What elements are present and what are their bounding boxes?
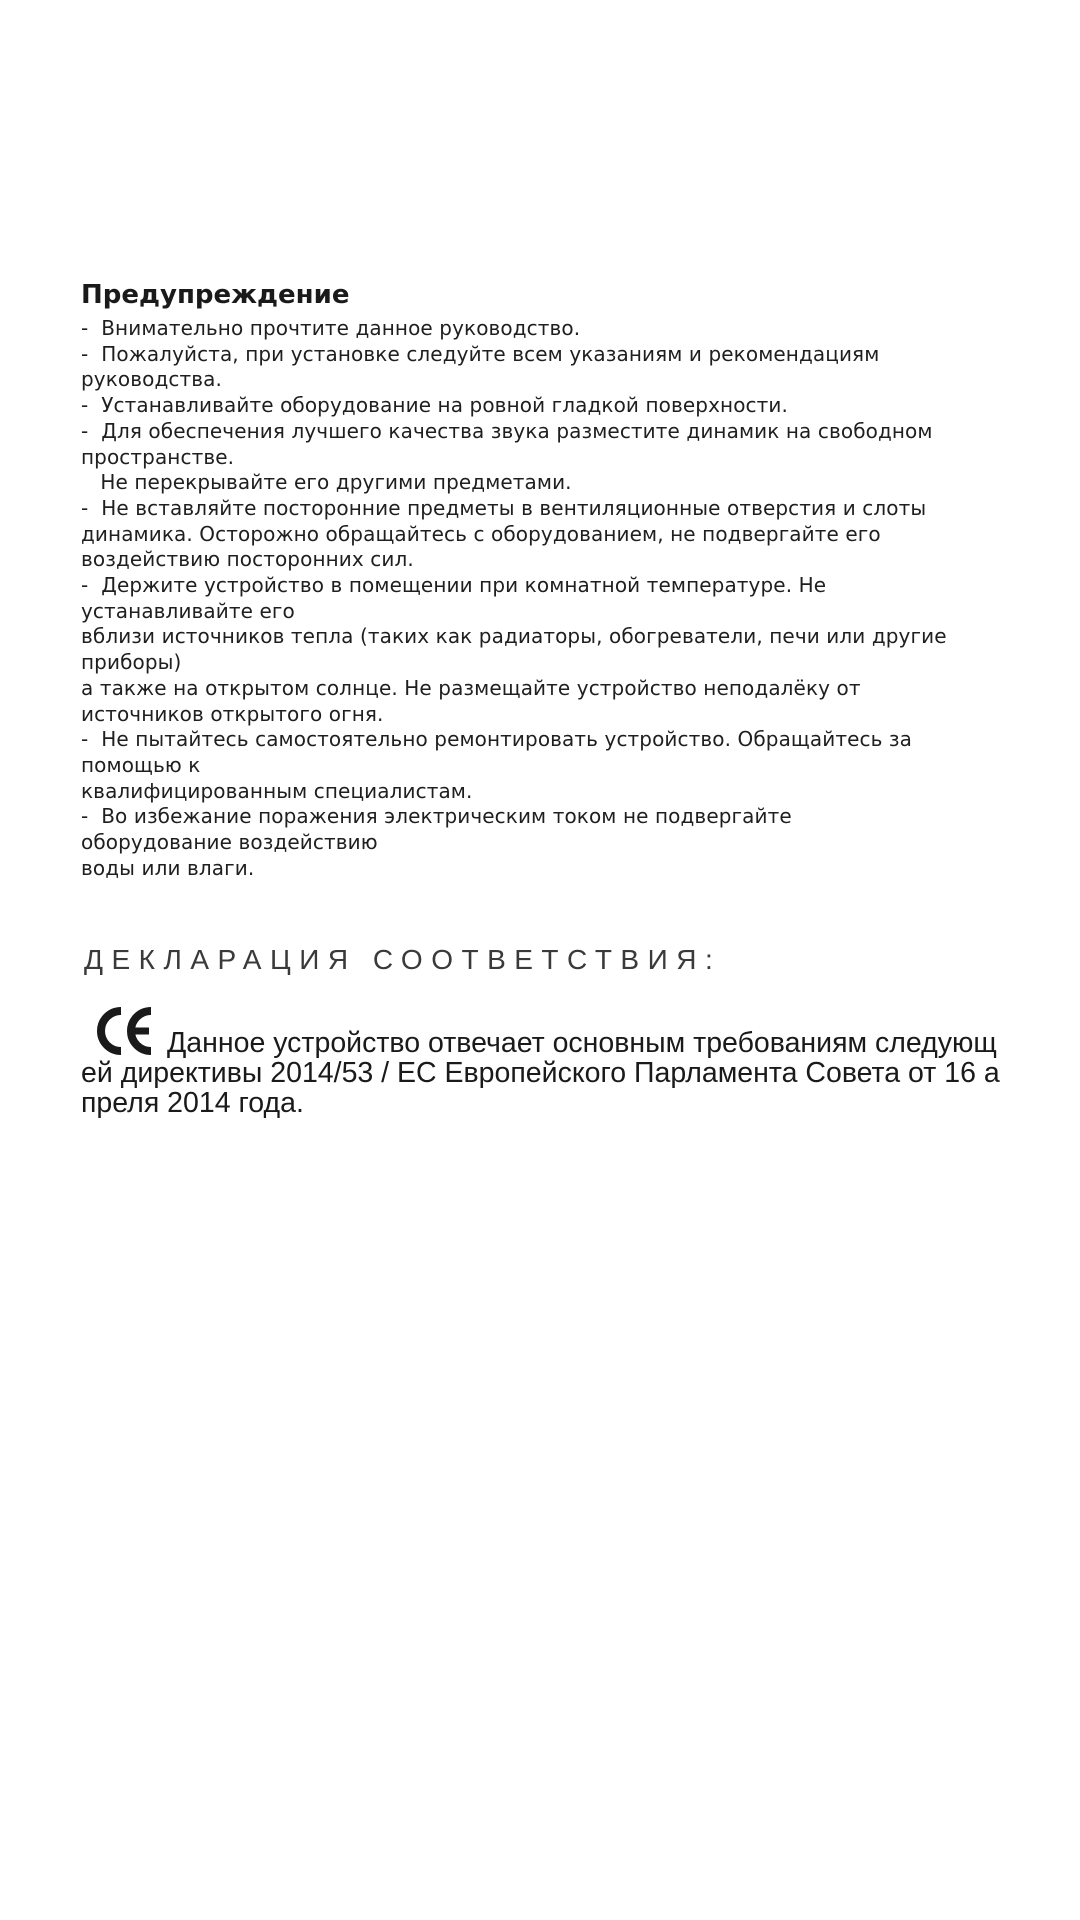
warning-line: Не перекрывайте его другими предметами.: [81, 470, 572, 495]
ce-mark-icon: [95, 1006, 155, 1056]
declaration-line: Данное устройство отвечает основным требованиям следующ: [167, 1027, 997, 1059]
warning-line: воды или влаги.: [81, 855, 255, 880]
declaration-title: ДЕКЛАРАЦИЯ СООТВЕТСТВИЯ:: [84, 944, 722, 975]
warning-line: квалифицированным специалистам.: [81, 778, 473, 803]
declaration-line: ей директивы 2014/53 / EC Европейского Парламента Совета от 16 а: [81, 1057, 1000, 1089]
warning-line: - Во избежание поражения электрическим током не подвергайте: [81, 804, 792, 829]
warning-line: пространстве.: [81, 444, 235, 469]
warning-title: Предупреждение: [81, 280, 350, 310]
warning-line: а также на открытом солнце. Не размещайте устройство неподалёку от: [81, 675, 861, 700]
declaration-section: [81, 1006, 1021, 1118]
warning-line: приборы): [81, 650, 182, 675]
warning-line: помощью к: [81, 752, 201, 777]
warning-line: - Устанавливайте оборудование на ровной гладкой поверхности.: [81, 393, 788, 418]
warning-line: оборудование воздействию: [81, 830, 378, 855]
warning-line: - Не вставляйте посторонние предметы в вентиляционные отверстия и слоты: [81, 495, 927, 520]
warning-line: вблизи источников тепла (таких как радиаторы, обогреватели, печи или другие: [81, 624, 947, 649]
warning-line: устанавливайте его: [81, 598, 295, 623]
warning-text: [81, 316, 1021, 881]
warning-line: динамика. Осторожно обращайтесь с оборудованием, не подвергайте его: [81, 521, 881, 546]
warning-line: источников открытого огня.: [81, 701, 384, 726]
declaration-line: преля 2014 года.: [81, 1087, 304, 1119]
warning-line: руководства.: [81, 367, 222, 392]
warning-line: - Пожалуйста, при установке следуйте всем указаниям и рекомендациям: [81, 341, 880, 366]
warning-line: - Внимательно прочтите данное руководство.: [81, 316, 581, 340]
warning-line: - Не пытайтесь самостоятельно ремонтировать устройство. Обращайтесь за: [81, 727, 913, 752]
warning-line: воздействию посторонних сил.: [81, 547, 414, 572]
warning-line: - Держите устройство в помещении при комнатной температуре. Не: [81, 573, 827, 598]
warning-section: [81, 276, 1021, 881]
warning-line: - Для обеспечения лучшего качества звука разместите динамик на свободном: [81, 418, 933, 443]
